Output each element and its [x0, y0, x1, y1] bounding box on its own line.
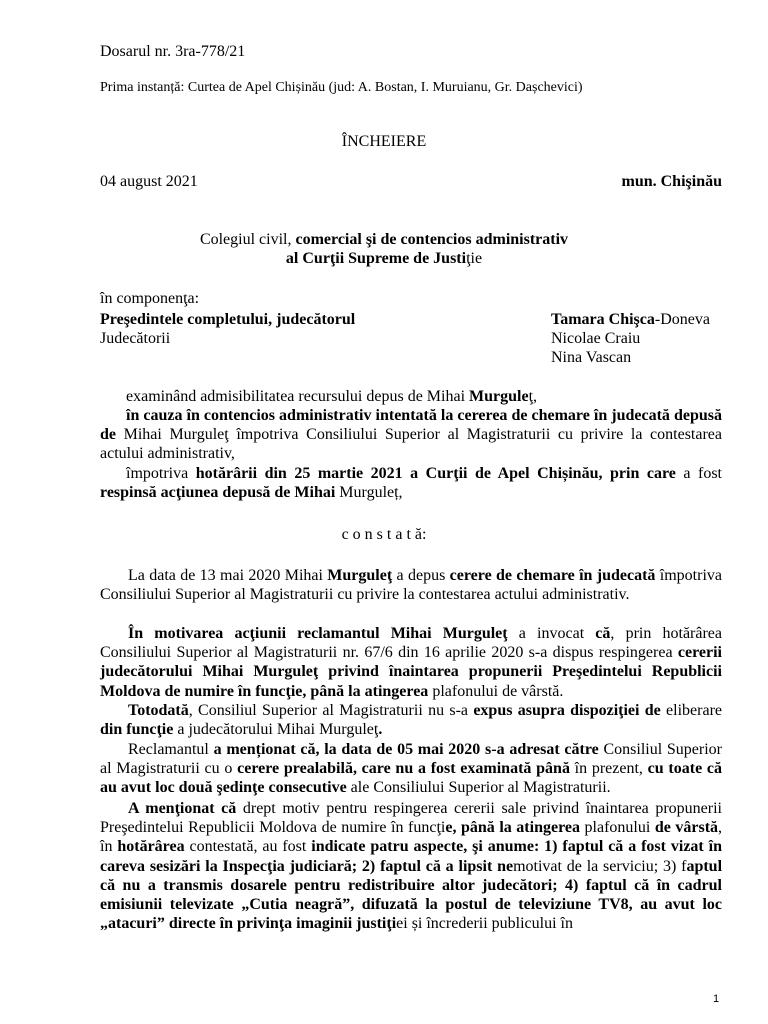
document-date: 04 august 2021 [100, 173, 198, 190]
body-paragraph-4 [100, 740, 722, 798]
body-p5-b: drept motiv pentru respingerea cererii sale privind înaintarea propunerii Preşedintelui Republicii Moldova de numire în funcţi [100, 800, 723, 837]
page-number: 1 [713, 993, 720, 1005]
body-p3-b: , Consiliul Superior al Magistraturii nu s-a [188, 702, 474, 719]
college-line-2 [0, 250, 768, 268]
document-place: mun. Chişinău [621, 173, 722, 190]
constata-heading: c o n s t a t ă: [341, 526, 427, 543]
body-p3-d: eliberare [660, 702, 723, 719]
college-line-2b: ţie [466, 250, 483, 267]
body-p5-e: de vârstă [654, 819, 719, 837]
composition-label: în componenţa: [100, 290, 200, 307]
body-p4-c: Consiliul Superior al Magistraturii cu o [100, 741, 723, 778]
intro-p2-a: în cauza în contencios administrativ intentată la cererea de chemare în judecată depusă de [100, 407, 722, 444]
body-p3-g: . [378, 721, 383, 739]
college-line-1b: comercial şi de contencios administrativ [295, 231, 569, 248]
body-p5-i: indicate patru aspecte, şi anume: 1) faptul că a fost vizat în careva sesizări la Inspecţia judiciară; 2) faptul că a lipsit ne [100, 838, 722, 875]
first-instance: Prima instanță: Curtea de Apel Chișinău (jud: A. Bostan, I. Muruianu, Gr. Dașchevici) [100, 80, 583, 95]
composition-role-president: Preşedintele completului, judecătorul [100, 311, 356, 328]
body-p5-m: ei și încrederii publicului în [396, 915, 573, 933]
body-p2-a: În motivarea acţiunii reclamantul Mihai Murguleţ [128, 625, 508, 642]
body-paragraph-2 [100, 624, 722, 701]
document-title: ÎNCHEIERE [341, 133, 427, 150]
body-p1-d: cerere de chemare în judecată [449, 567, 656, 584]
intro-p3-e: Murguleț, [335, 484, 403, 502]
body-p4-a: Reclamantul [128, 741, 214, 758]
body-p1-a: La data de 13 mai 2020 Mihai [128, 567, 328, 584]
body-p5-h: contestată, au fost [184, 838, 312, 856]
intro-p3-c: a fost [675, 465, 723, 482]
body-p5-j: motivat de la serviciu; 3) f [513, 857, 687, 875]
case-number: Dosarul nr. 3ra-778/21 [100, 43, 246, 60]
body-p3-a: Totodată [128, 702, 189, 719]
body-p5-d: plafonului [580, 819, 655, 837]
college-line-1 [0, 231, 768, 249]
body-p3-e: din funcţie [100, 721, 174, 739]
body-p1-e: împotriva Consiliului Superior al Magistraturii cu privire la contestarea actului administrativ. [100, 567, 722, 604]
body-p1-b: Murguleţ [327, 567, 393, 584]
body-p2-c: că [595, 625, 611, 642]
body-p2-b: a invocat [507, 625, 596, 642]
intro-p3-a: împotriva [126, 465, 196, 482]
intro-p1-a: examinând admisibilitatea recursului depus de Mihai [126, 388, 470, 405]
judge-1-name: Tamara Chişca [551, 311, 655, 328]
body-paragraph-1 [100, 566, 722, 604]
body-p5-f: , în [100, 819, 723, 856]
judge-3: Nina Vascan [551, 349, 632, 366]
intro-paragraph-2 [100, 406, 722, 464]
college-line-1a: Colegiul civil, [199, 231, 296, 248]
body-p2-d: , prin hotărârea Consiliului Superior al Magistraturii nr. 67/6 din 16 aprilie 2020 s-a dispus respingerea [100, 625, 723, 662]
body-p4-g: ale Consiliului Superior al Magistraturii. [346, 779, 611, 797]
intro-paragraph-1 [100, 387, 722, 406]
body-p5-l: uire altor judecători; 4) faptul că în cadrul emisiunii televizate „Cutia neagră”, difuzată la postul de televiziune TV8, au avut loc „atacuri” directe în privinţa imaginii justiţi [100, 876, 722, 933]
body-p3-c: expus asupra dispoziţiei de [473, 702, 661, 719]
body-p4-e: în prezent, [569, 760, 648, 778]
composition-role-judges: Judecătorii [100, 330, 171, 347]
body-p4-d: cerere prealabilă, care nu a fost examinată până [237, 760, 570, 778]
body-p5-a: A menţionat că [128, 800, 237, 817]
intro-p3-b: hotărârii din 25 martie 2021 a Curţii de Apel Chișinău, prin care [195, 465, 676, 482]
judge-1 [551, 311, 710, 329]
intro-paragraph-3 [100, 464, 722, 502]
body-p5-g: hotărârea [117, 838, 185, 856]
body-p2-e: cererii judecătorului Mihai Murguleţ privind înaintarea propunerii Preşedintelui Republicii Moldova de numire în funcţie, până la atingerea [100, 644, 722, 700]
body-p1-c: a depus [392, 567, 450, 584]
judge-1-suffix: -Doneva [654, 311, 710, 328]
body-p3-f: a judecătorului Mihai Murguleţ [173, 721, 379, 739]
body-p4-f: cu toate că au avut loc două şedinţe consecutive [100, 760, 722, 797]
intro-p2-b: Mihai Murguleţ împotriva Consiliului Superior al Magistraturii cu privire la contestarea actului administrativ, [100, 426, 722, 463]
body-paragraph-5 [100, 799, 722, 933]
body-p5-k: aptul că nu a transmis dosarele pentru redistrib [100, 857, 723, 894]
body-p5-c: e, până la atingerea [445, 819, 580, 837]
judge-2: Nicolae Craiu [551, 330, 641, 347]
intro-p1-b: Murgule [469, 388, 529, 405]
body-p2-f: plafonului de vârstă. [428, 682, 564, 700]
college-line-2a: al Curţii Supreme de Justi [285, 250, 467, 267]
body-paragraph-3 [100, 701, 722, 739]
intro-p3-d: respinsă acţiunea depusă de Mihai [100, 484, 336, 502]
body-p4-b: a menționat că, la data de 05 mai 2020 s-a adresat către [213, 741, 599, 758]
intro-p1-c: ţ, [528, 388, 538, 405]
